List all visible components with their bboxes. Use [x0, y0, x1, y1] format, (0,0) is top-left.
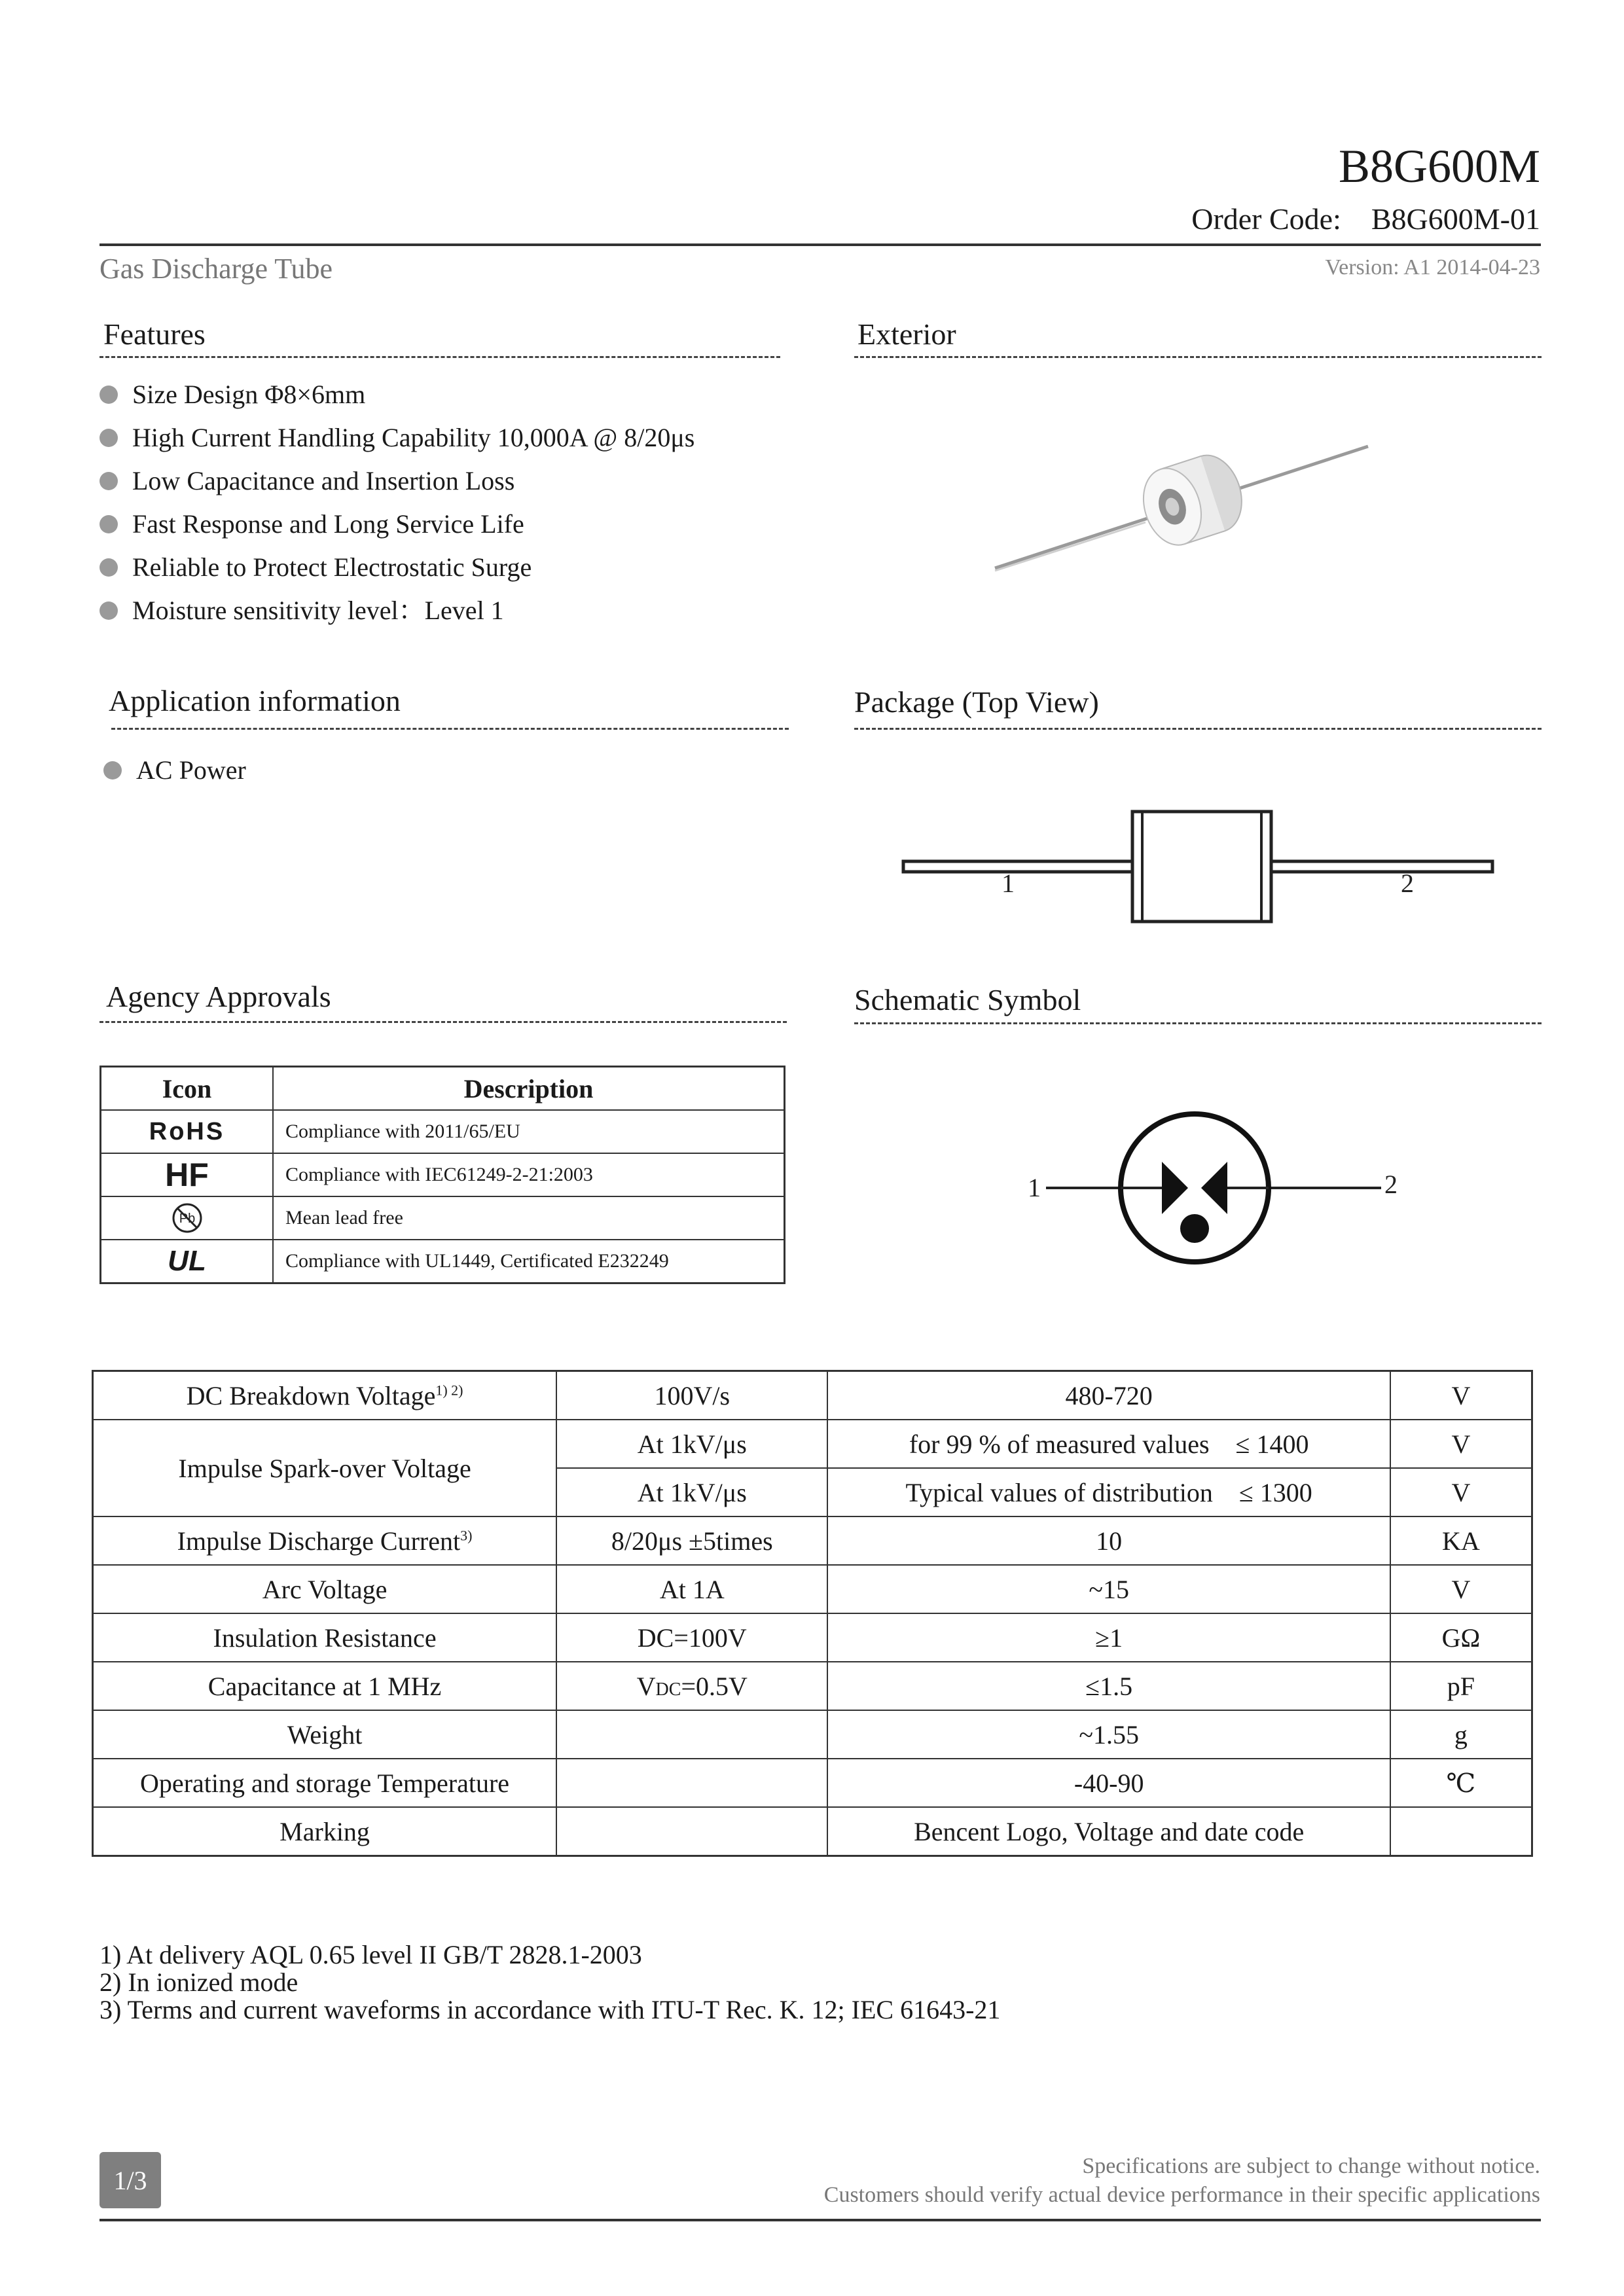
list-item: Size Design Φ8×6mm [99, 373, 695, 416]
schematic-pin2: 2 [1384, 1170, 1398, 1199]
table-row: Impulse Discharge Current$^{3)}$ 8/20μs ±5times 10 KA [93, 1516, 1532, 1565]
schematic-divider [854, 1022, 1542, 1024]
part-number: B8G600M [1338, 140, 1540, 192]
table-row: Capacitance at 1 MHz VDC=0.5V ≤1.5 pF [93, 1662, 1532, 1710]
list-item: Low Capacitance and Insertion Loss [99, 459, 695, 503]
bullet-icon [99, 601, 118, 620]
rohs-icon: RoHS [101, 1110, 274, 1153]
features-divider [99, 356, 780, 358]
table-row: Insulation Resistance DC=100V ≥1 GΩ [93, 1613, 1532, 1662]
table-row: Pb Mean lead free [101, 1196, 785, 1240]
table-row: UL Compliance with UL1449, Certificated E232249 [101, 1240, 785, 1283]
schematic-pin1: 1 [1028, 1173, 1041, 1202]
footnote: 3) Terms and current waveforms in accordance with ITU-T Rec. K. 12; IEC 61643-21 [99, 1995, 1001, 2024]
package-title: Package (Top View) [854, 685, 1099, 719]
table-row: Marking Bencent Logo, Voltage and date code [93, 1807, 1532, 1856]
schematic-title: Schematic Symbol [854, 983, 1081, 1016]
page-number: 1/3 [99, 2152, 161, 2208]
header-rule [99, 243, 1541, 246]
table-row: Arc Voltage At 1A ~15 V [93, 1565, 1532, 1613]
list-item: Fast Response and Long Service Life [99, 503, 695, 546]
application-title: Application information [109, 684, 401, 717]
lead-free-icon [101, 1196, 274, 1240]
table-row: DC Breakdown Voltage$^{1) 2)}$ 100V/s 480-720 V [93, 1371, 1532, 1420]
features-list [99, 373, 695, 632]
pin2-label: 2 [1401, 869, 1414, 898]
bullet-icon [99, 429, 118, 447]
doc-type: Gas Discharge Tube [99, 253, 333, 285]
pin1-label: 1 [1001, 869, 1015, 898]
halogen-free-icon: HF [101, 1153, 274, 1196]
disclaimer: Specifications are subject to change without notice. Customers should verify actual device performance in their specific applications [823, 2154, 1540, 2207]
approvals-table [99, 1066, 785, 1284]
exterior-title: Exterior [857, 317, 956, 351]
table-row: Operating and storage Temperature -40-90 ℃ [93, 1759, 1532, 1807]
agency-divider [99, 1021, 787, 1023]
list-item: AC Power [103, 749, 246, 792]
agency-title: Agency Approvals [106, 980, 331, 1013]
bullet-icon [99, 515, 118, 533]
table-header-row [101, 1067, 785, 1111]
svg-text:Pb: Pb [179, 1211, 195, 1226]
footer-rule [99, 2219, 1541, 2221]
order-code: Order Code: B8G600M-01 [1191, 202, 1540, 236]
package-divider [854, 728, 1542, 730]
table-row: Impulse Spark-over Voltage At 1kV/μs for 99 % of measured values ≤ 1400 V [93, 1420, 1532, 1468]
table-row: RoHS Compliance with 2011/65/EU [101, 1110, 785, 1153]
col-icon: Icon [101, 1067, 274, 1111]
package-drawing [897, 804, 1499, 935]
application-list [103, 749, 246, 792]
table-row: HF Compliance with IEC61249-2-21:2003 [101, 1153, 785, 1196]
bullet-icon [99, 558, 118, 577]
footnote: 1) At delivery AQL 0.65 level II GB/T 2828.1-2003 [99, 1940, 642, 1969]
bullet-icon [99, 386, 118, 404]
list-item: Moisture sensitivity level：Level 1 [99, 589, 695, 632]
list-item: High Current Handling Capability 10,000A @ 8/20μs [99, 416, 695, 459]
bullet-icon [99, 472, 118, 490]
table-row: At 1kV/μs Typical values of distribution ≤ 1300 V [93, 1468, 1532, 1516]
list-item: Reliable to Protect Electrostatic Surge [99, 546, 695, 589]
version: Version: A1 2014-04-23 [1325, 255, 1540, 279]
footnote: 2) In ionized mode [99, 1967, 298, 1997]
schematic-symbol [1015, 1106, 1407, 1276]
specifications-table [92, 1370, 1533, 1857]
col-description: Description [273, 1067, 785, 1111]
application-divider [111, 728, 789, 730]
bullet-icon [103, 761, 122, 780]
table-row: Weight ~1.55 g [93, 1710, 1532, 1759]
features-title: Features [103, 317, 206, 351]
ul-icon: UL [101, 1240, 274, 1283]
product-photo [982, 425, 1388, 583]
exterior-divider [854, 356, 1542, 358]
footnotes [99, 1941, 1000, 2024]
